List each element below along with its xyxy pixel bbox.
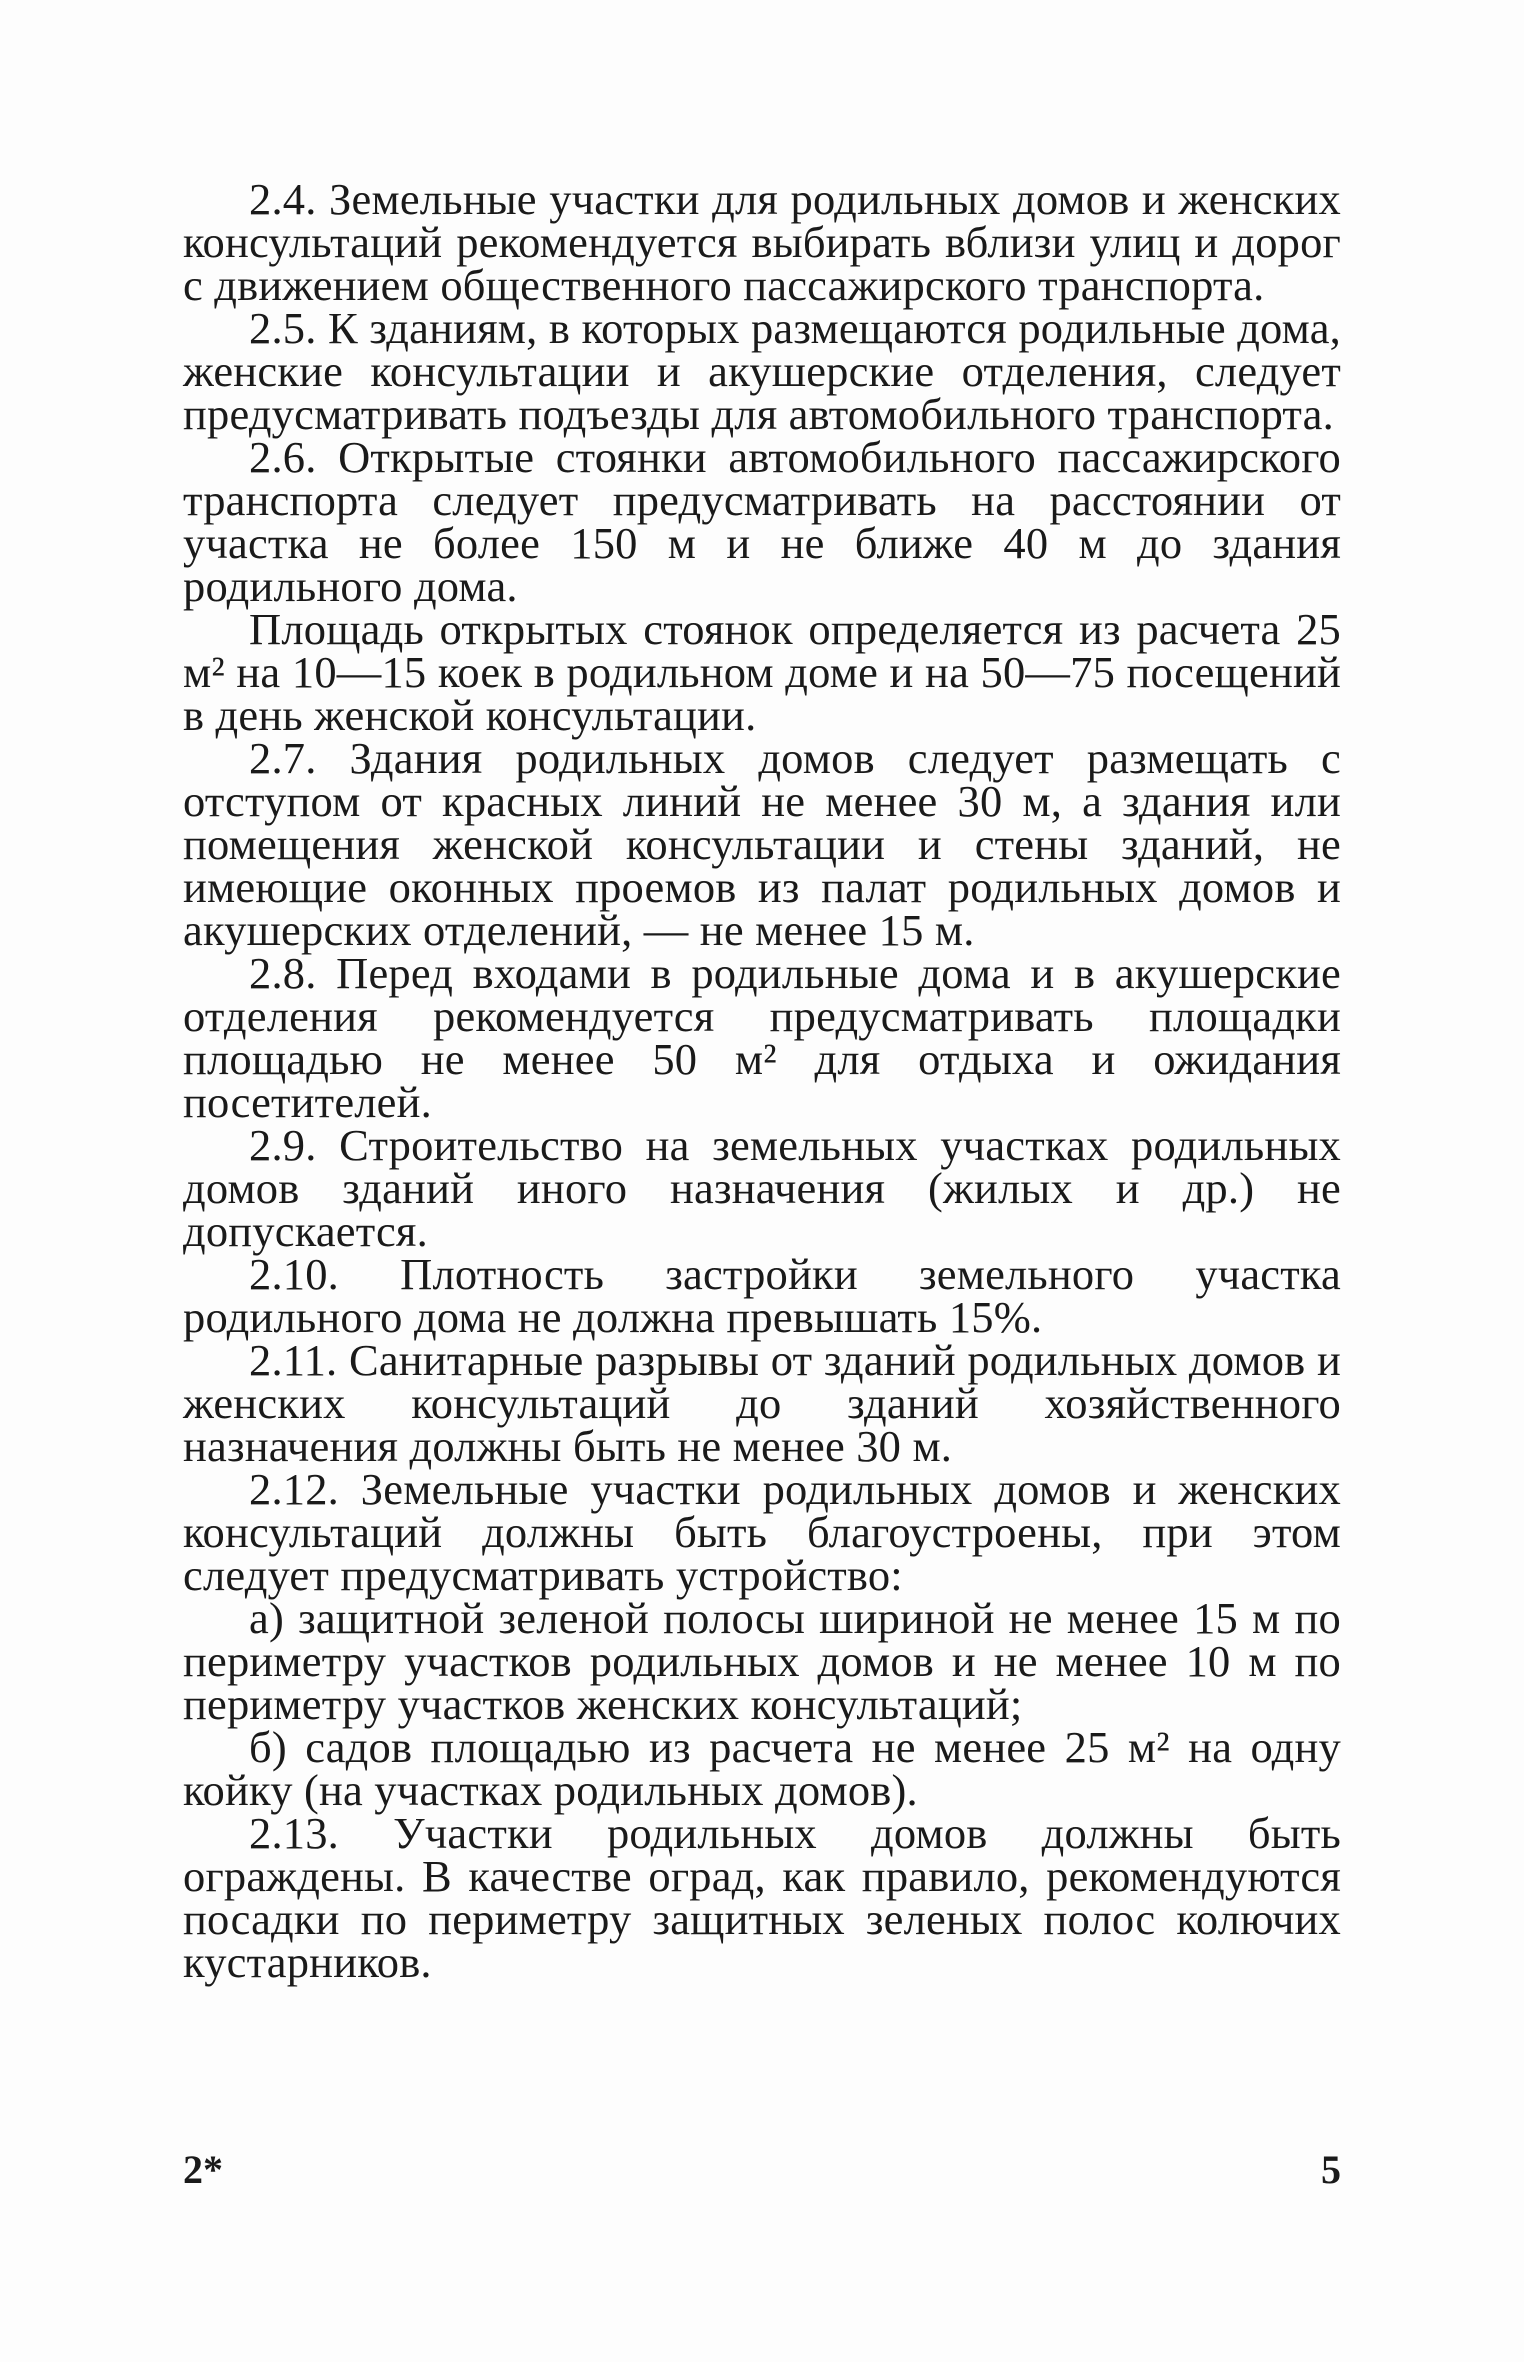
paragraph-2-12: 2.12. Земельные участки родильных домов и женских консультаций должны быть благоустроены, при этом следует предусматривать устройство: bbox=[183, 1464, 1341, 1600]
paragraph-2-13: 2.13. Участки родильных домов должны быть ограждены. В качестве оград, как правило, рекомендуются посадки по периметру защитных зеленых полос колючих кустарников. bbox=[183, 1808, 1341, 1987]
paragraph-2-11: 2.11. Санитарные разрывы от зданий родильных домов и женских консультаций до зданий хозяйственного назначения должны быть не менее 30 м. bbox=[183, 1335, 1341, 1471]
paragraph-2-7: 2.7. Здания родильных домов следует размещать с отступом от красных линий не менее 30 м, а здания или помещения женской консультации и стены зданий, не имеющие оконных проемов из палат родильных домов и акушерских отделений, — не менее 15 м. bbox=[183, 733, 1341, 955]
paragraph-2-12-a: а) защитной зеленой полосы шириной не менее 15 м по периметру участков родильных домов и не менее 10 м по периметру участков женских консультаций; bbox=[183, 1593, 1341, 1729]
paragraph-2-5: 2.5. К зданиям, в которых размещаются родильные дома, женские консультации и акушерские отделения, следует предусматривать подъезды для автомобильного транспорта. bbox=[183, 303, 1341, 439]
paragraph-2-6: 2.6. Открытые стоянки автомобильного пассажирского транспорта следует предусматривать на расстоянии от участка не более 150 м и не ближе 40 м до здания родильного дома. bbox=[183, 432, 1341, 611]
paragraph-2-10: 2.10. Плотность застройки земельного участка родильного дома не должна превышать 15%. bbox=[183, 1249, 1341, 1342]
page-number: 5 bbox=[1321, 2147, 1341, 2192]
body-text bbox=[183, 174, 1341, 1987]
paragraph-2-9: 2.9. Строительство на земельных участках родильных домов зданий иного назначения (жилых и др.) не допускается. bbox=[183, 1120, 1341, 1256]
paragraph-2-8: 2.8. Перед входами в родильные дома и в акушерские отделения рекомендуется предусматривать площадки площадью не менее 50 м² для отдыха и ожидания посетителей. bbox=[183, 948, 1341, 1127]
paragraph-2-12-b: б) садов площадью из расчета не менее 25 м² на одну койку (на участках родильных домов). bbox=[183, 1722, 1341, 1815]
paragraph-2-4: 2.4. Земельные участки для родильных домов и женских консультаций рекомендуется выбирать вблизи улиц и дорог с движением общественного пассажирского транспорта. bbox=[183, 174, 1341, 310]
page-footer bbox=[183, 2146, 1341, 2192]
paragraph-parking-area: Площадь открытых стоянок определяется из расчета 25 м² на 10—15 коек в родильном доме и на 50—75 посещений в день женской консультации. bbox=[183, 604, 1341, 740]
signature-mark: 2* bbox=[183, 2147, 223, 2192]
